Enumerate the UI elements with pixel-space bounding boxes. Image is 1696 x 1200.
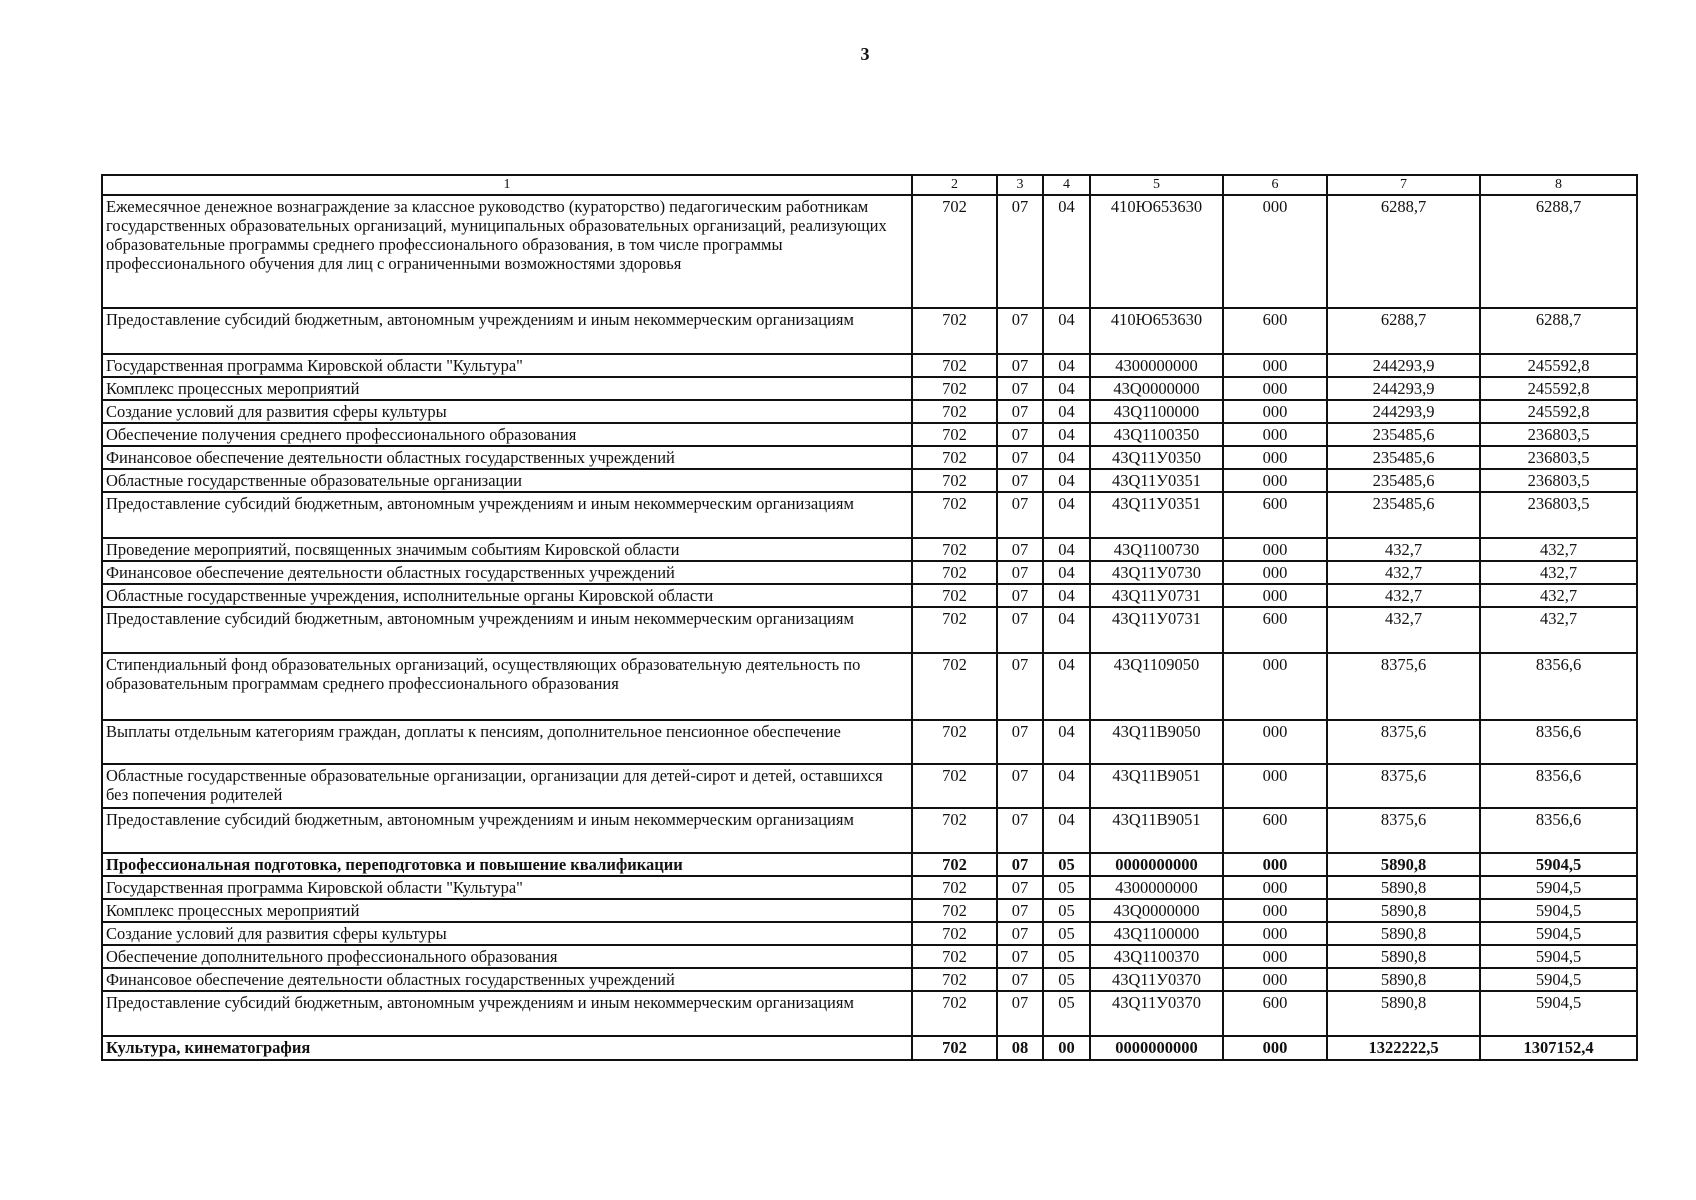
code-3-cell: 08 <box>997 1036 1043 1060</box>
table-row <box>102 808 1637 853</box>
code-4-cell: 04 <box>1043 492 1090 538</box>
table-row <box>102 945 1637 968</box>
code-4-cell: 05 <box>1043 922 1090 945</box>
code-6-cell: 000 <box>1223 584 1327 607</box>
code-2-cell: 702 <box>912 423 997 446</box>
code-2-cell: 702 <box>912 653 997 720</box>
code-2-cell: 702 <box>912 1036 997 1060</box>
code-5-cell: 43Q11У0351 <box>1090 492 1223 538</box>
code-2-cell: 702 <box>912 720 997 764</box>
row-name-cell: Профессиональная подготовка, переподготовка и повышение квалификации <box>102 853 912 876</box>
amount-8-cell: 432,7 <box>1480 561 1637 584</box>
amount-7-cell: 5890,8 <box>1327 968 1480 991</box>
code-5-cell: 43Q11У0731 <box>1090 584 1223 607</box>
amount-8-cell: 245592,8 <box>1480 377 1637 400</box>
table-row <box>102 308 1637 354</box>
row-name-cell: Выплаты отдельным категориям граждан, доплаты к пенсиям, дополнительное пенсионное обеспечение <box>102 720 912 764</box>
amount-8-cell: 245592,8 <box>1480 354 1637 377</box>
code-2-cell: 702 <box>912 354 997 377</box>
code-6-cell: 000 <box>1223 423 1327 446</box>
amount-8-cell: 5904,5 <box>1480 991 1637 1036</box>
amount-8-cell: 432,7 <box>1480 607 1637 653</box>
code-6-cell: 000 <box>1223 968 1327 991</box>
amount-7-cell: 5890,8 <box>1327 945 1480 968</box>
code-4-cell: 04 <box>1043 538 1090 561</box>
code-3-cell: 07 <box>997 538 1043 561</box>
code-4-cell: 05 <box>1043 945 1090 968</box>
table-row <box>102 899 1637 922</box>
row-name-cell: Предоставление субсидий бюджетным, автономным учреждениям и иным некоммерческим организациям <box>102 607 912 653</box>
row-name-cell: Создание условий для развития сферы культуры <box>102 922 912 945</box>
code-2-cell: 702 <box>912 195 997 308</box>
code-4-cell: 05 <box>1043 899 1090 922</box>
column-header: 2 <box>912 175 997 195</box>
code-5-cell: 4300000000 <box>1090 354 1223 377</box>
code-2-cell: 702 <box>912 561 997 584</box>
code-3-cell: 07 <box>997 607 1043 653</box>
code-5-cell: 410Ю653630 <box>1090 195 1223 308</box>
amount-8-cell: 236803,5 <box>1480 423 1637 446</box>
code-3-cell: 07 <box>997 308 1043 354</box>
row-name-cell: Финансовое обеспечение деятельности областных государственных учреждений <box>102 446 912 469</box>
amount-7-cell: 235485,6 <box>1327 492 1480 538</box>
code-5-cell: 43Q0000000 <box>1090 377 1223 400</box>
row-name-cell: Предоставление субсидий бюджетным, автономным учреждениям и иным некоммерческим организациям <box>102 308 912 354</box>
code-6-cell: 600 <box>1223 607 1327 653</box>
column-header: 5 <box>1090 175 1223 195</box>
row-name-cell: Финансовое обеспечение деятельности областных государственных учреждений <box>102 968 912 991</box>
amount-8-cell: 236803,5 <box>1480 492 1637 538</box>
row-name-cell: Создание условий для развития сферы культуры <box>102 400 912 423</box>
row-name-cell: Культура, кинематография <box>102 1036 912 1060</box>
code-4-cell: 04 <box>1043 584 1090 607</box>
code-5-cell: 43Q11У0370 <box>1090 968 1223 991</box>
row-name-cell: Финансовое обеспечение деятельности областных государственных учреждений <box>102 561 912 584</box>
amount-8-cell: 245592,8 <box>1480 400 1637 423</box>
amount-8-cell: 5904,5 <box>1480 853 1637 876</box>
header-row <box>102 175 1637 195</box>
amount-8-cell: 5904,5 <box>1480 922 1637 945</box>
table-row <box>102 377 1637 400</box>
code-2-cell: 702 <box>912 584 997 607</box>
code-5-cell: 43Q1109050 <box>1090 653 1223 720</box>
amount-7-cell: 5890,8 <box>1327 876 1480 899</box>
amount-7-cell: 244293,9 <box>1327 400 1480 423</box>
code-6-cell: 000 <box>1223 446 1327 469</box>
code-4-cell: 05 <box>1043 968 1090 991</box>
code-3-cell: 07 <box>997 653 1043 720</box>
row-name-cell: Предоставление субсидий бюджетным, автономным учреждениям и иным некоммерческим организациям <box>102 492 912 538</box>
row-name-cell: Государственная программа Кировской области "Культура" <box>102 354 912 377</box>
table-row <box>102 446 1637 469</box>
amount-7-cell: 8375,6 <box>1327 808 1480 853</box>
code-5-cell: 0000000000 <box>1090 1036 1223 1060</box>
table-row <box>102 1036 1637 1060</box>
code-3-cell: 07 <box>997 968 1043 991</box>
amount-7-cell: 432,7 <box>1327 538 1480 561</box>
column-header: 1 <box>102 175 912 195</box>
code-3-cell: 07 <box>997 446 1043 469</box>
row-name-cell: Предоставление субсидий бюджетным, автономным учреждениям и иным некоммерческим организациям <box>102 991 912 1036</box>
amount-8-cell: 1307152,4 <box>1480 1036 1637 1060</box>
code-4-cell: 04 <box>1043 561 1090 584</box>
amount-7-cell: 5890,8 <box>1327 991 1480 1036</box>
code-4-cell: 04 <box>1043 195 1090 308</box>
table-row <box>102 922 1637 945</box>
amount-8-cell: 236803,5 <box>1480 469 1637 492</box>
amount-7-cell: 235485,6 <box>1327 423 1480 446</box>
amount-7-cell: 432,7 <box>1327 561 1480 584</box>
code-4-cell: 04 <box>1043 377 1090 400</box>
table-row <box>102 991 1637 1036</box>
amount-7-cell: 1322222,5 <box>1327 1036 1480 1060</box>
code-3-cell: 07 <box>997 899 1043 922</box>
row-name-cell: Стипендиальный фонд образовательных организаций, осуществляющих образовательную деятельность по образовательным программам среднего профессионального образования <box>102 653 912 720</box>
row-name-cell: Комплекс процессных мероприятий <box>102 899 912 922</box>
code-5-cell: 43Q1100730 <box>1090 538 1223 561</box>
code-6-cell: 000 <box>1223 922 1327 945</box>
row-name-cell: Комплекс процессных мероприятий <box>102 377 912 400</box>
code-5-cell: 43Q1100000 <box>1090 400 1223 423</box>
code-3-cell: 07 <box>997 853 1043 876</box>
row-name-cell: Ежемесячное денежное вознаграждение за классное руководство (кураторство) педагогическим работникам государственных образовательных организаций, муниципальных образовательных организаций, реализующих образовательные программы среднего профессионального образования, в том числе программы профессионального обучения для лиц с ограниченными возможностями здоровья <box>102 195 912 308</box>
code-2-cell: 702 <box>912 764 997 808</box>
code-4-cell: 04 <box>1043 764 1090 808</box>
code-5-cell: 43Q1100000 <box>1090 922 1223 945</box>
amount-8-cell: 8356,6 <box>1480 720 1637 764</box>
code-2-cell: 702 <box>912 808 997 853</box>
row-name-cell: Предоставление субсидий бюджетным, автономным учреждениям и иным некоммерческим организациям <box>102 808 912 853</box>
row-name-cell: Проведение мероприятий, посвященных значимым событиям Кировской области <box>102 538 912 561</box>
code-5-cell: 43Q11У0351 <box>1090 469 1223 492</box>
code-4-cell: 00 <box>1043 1036 1090 1060</box>
code-2-cell: 702 <box>912 377 997 400</box>
table-row <box>102 584 1637 607</box>
amount-8-cell: 5904,5 <box>1480 876 1637 899</box>
code-4-cell: 04 <box>1043 607 1090 653</box>
code-5-cell: 43Q11B9051 <box>1090 808 1223 853</box>
code-6-cell: 000 <box>1223 720 1327 764</box>
code-2-cell: 702 <box>912 607 997 653</box>
amount-8-cell: 432,7 <box>1480 538 1637 561</box>
amount-7-cell: 6288,7 <box>1327 308 1480 354</box>
code-4-cell: 04 <box>1043 400 1090 423</box>
code-6-cell: 000 <box>1223 653 1327 720</box>
table-row <box>102 354 1637 377</box>
code-2-cell: 702 <box>912 538 997 561</box>
amount-7-cell: 244293,9 <box>1327 377 1480 400</box>
amount-8-cell: 5904,5 <box>1480 968 1637 991</box>
code-2-cell: 702 <box>912 899 997 922</box>
code-3-cell: 07 <box>997 469 1043 492</box>
table-row <box>102 764 1637 808</box>
column-header: 6 <box>1223 175 1327 195</box>
amount-8-cell: 5904,5 <box>1480 945 1637 968</box>
code-4-cell: 04 <box>1043 446 1090 469</box>
code-6-cell: 600 <box>1223 492 1327 538</box>
code-6-cell: 000 <box>1223 1036 1327 1060</box>
row-name-cell: Государственная программа Кировской области "Культура" <box>102 876 912 899</box>
amount-8-cell: 236803,5 <box>1480 446 1637 469</box>
table-row <box>102 469 1637 492</box>
code-6-cell: 000 <box>1223 195 1327 308</box>
code-3-cell: 07 <box>997 377 1043 400</box>
code-2-cell: 702 <box>912 922 997 945</box>
code-4-cell: 04 <box>1043 653 1090 720</box>
code-6-cell: 000 <box>1223 561 1327 584</box>
code-4-cell: 05 <box>1043 853 1090 876</box>
row-name-cell: Обеспечение получения среднего профессионального образования <box>102 423 912 446</box>
code-4-cell: 05 <box>1043 991 1090 1036</box>
row-name-cell: Обеспечение дополнительного профессионального образования <box>102 945 912 968</box>
code-6-cell: 600 <box>1223 308 1327 354</box>
code-5-cell: 43Q1100350 <box>1090 423 1223 446</box>
code-2-cell: 702 <box>912 991 997 1036</box>
code-6-cell: 600 <box>1223 808 1327 853</box>
code-5-cell: 43Q11B9050 <box>1090 720 1223 764</box>
code-6-cell: 000 <box>1223 853 1327 876</box>
code-3-cell: 07 <box>997 195 1043 308</box>
code-2-cell: 702 <box>912 876 997 899</box>
column-header: 4 <box>1043 175 1090 195</box>
amount-7-cell: 432,7 <box>1327 584 1480 607</box>
budget-table <box>101 174 1638 1061</box>
code-4-cell: 05 <box>1043 876 1090 899</box>
code-3-cell: 07 <box>997 354 1043 377</box>
amount-7-cell: 244293,9 <box>1327 354 1480 377</box>
code-5-cell: 43Q1100370 <box>1090 945 1223 968</box>
row-name-cell: Областные государственные образовательные организации, организации для детей-сирот и детей, оставшихся без попечения родителей <box>102 764 912 808</box>
code-2-cell: 702 <box>912 968 997 991</box>
amount-7-cell: 8375,6 <box>1327 720 1480 764</box>
code-6-cell: 000 <box>1223 377 1327 400</box>
code-5-cell: 4300000000 <box>1090 876 1223 899</box>
amount-7-cell: 8375,6 <box>1327 653 1480 720</box>
code-2-cell: 702 <box>912 469 997 492</box>
amount-7-cell: 8375,6 <box>1327 764 1480 808</box>
code-3-cell: 07 <box>997 876 1043 899</box>
code-2-cell: 702 <box>912 492 997 538</box>
row-name-cell: Областные государственные учреждения, исполнительные органы Кировской области <box>102 584 912 607</box>
code-2-cell: 702 <box>912 400 997 423</box>
code-2-cell: 702 <box>912 945 997 968</box>
code-2-cell: 702 <box>912 446 997 469</box>
table-row <box>102 195 1637 308</box>
code-3-cell: 07 <box>997 945 1043 968</box>
column-header: 7 <box>1327 175 1480 195</box>
code-6-cell: 600 <box>1223 991 1327 1036</box>
code-6-cell: 000 <box>1223 469 1327 492</box>
table-row <box>102 423 1637 446</box>
code-3-cell: 07 <box>997 400 1043 423</box>
row-name-cell: Областные государственные образовательные организации <box>102 469 912 492</box>
code-5-cell: 43Q11B9051 <box>1090 764 1223 808</box>
amount-8-cell: 6288,7 <box>1480 308 1637 354</box>
code-3-cell: 07 <box>997 991 1043 1036</box>
amount-7-cell: 235485,6 <box>1327 446 1480 469</box>
code-3-cell: 07 <box>997 808 1043 853</box>
code-4-cell: 04 <box>1043 469 1090 492</box>
code-6-cell: 000 <box>1223 538 1327 561</box>
code-3-cell: 07 <box>997 584 1043 607</box>
amount-8-cell: 6288,7 <box>1480 195 1637 308</box>
column-header: 8 <box>1480 175 1637 195</box>
code-5-cell: 43Q0000000 <box>1090 899 1223 922</box>
table-row <box>102 538 1637 561</box>
amount-8-cell: 432,7 <box>1480 584 1637 607</box>
table-row <box>102 561 1637 584</box>
table-body <box>102 195 1637 1060</box>
code-3-cell: 07 <box>997 922 1043 945</box>
amount-8-cell: 8356,6 <box>1480 764 1637 808</box>
code-5-cell: 43Q11У0350 <box>1090 446 1223 469</box>
code-5-cell: 43Q11У0370 <box>1090 991 1223 1036</box>
amount-7-cell: 432,7 <box>1327 607 1480 653</box>
amount-8-cell: 8356,6 <box>1480 653 1637 720</box>
code-4-cell: 04 <box>1043 308 1090 354</box>
column-header: 3 <box>997 175 1043 195</box>
code-5-cell: 43Q11У0731 <box>1090 607 1223 653</box>
code-3-cell: 07 <box>997 764 1043 808</box>
code-6-cell: 000 <box>1223 764 1327 808</box>
table-row <box>102 492 1637 538</box>
amount-8-cell: 8356,6 <box>1480 808 1637 853</box>
code-5-cell: 43Q11У0730 <box>1090 561 1223 584</box>
amount-7-cell: 5890,8 <box>1327 922 1480 945</box>
code-6-cell: 000 <box>1223 354 1327 377</box>
code-3-cell: 07 <box>997 720 1043 764</box>
code-4-cell: 04 <box>1043 720 1090 764</box>
code-4-cell: 04 <box>1043 808 1090 853</box>
table-row <box>102 968 1637 991</box>
table-row <box>102 876 1637 899</box>
code-3-cell: 07 <box>997 492 1043 538</box>
amount-7-cell: 6288,7 <box>1327 195 1480 308</box>
code-6-cell: 000 <box>1223 945 1327 968</box>
page-number: 3 <box>860 44 870 64</box>
code-6-cell: 000 <box>1223 876 1327 899</box>
code-2-cell: 702 <box>912 853 997 876</box>
table-row <box>102 720 1637 764</box>
amount-7-cell: 5890,8 <box>1327 899 1480 922</box>
code-3-cell: 07 <box>997 423 1043 446</box>
table-row <box>102 653 1637 720</box>
code-5-cell: 410Ю653630 <box>1090 308 1223 354</box>
code-4-cell: 04 <box>1043 423 1090 446</box>
code-6-cell: 000 <box>1223 899 1327 922</box>
table-row <box>102 400 1637 423</box>
table-row <box>102 853 1637 876</box>
code-3-cell: 07 <box>997 561 1043 584</box>
amount-8-cell: 5904,5 <box>1480 899 1637 922</box>
table-row <box>102 607 1637 653</box>
code-5-cell: 0000000000 <box>1090 853 1223 876</box>
amount-7-cell: 5890,8 <box>1327 853 1480 876</box>
amount-7-cell: 235485,6 <box>1327 469 1480 492</box>
code-6-cell: 000 <box>1223 400 1327 423</box>
code-2-cell: 702 <box>912 308 997 354</box>
code-4-cell: 04 <box>1043 354 1090 377</box>
